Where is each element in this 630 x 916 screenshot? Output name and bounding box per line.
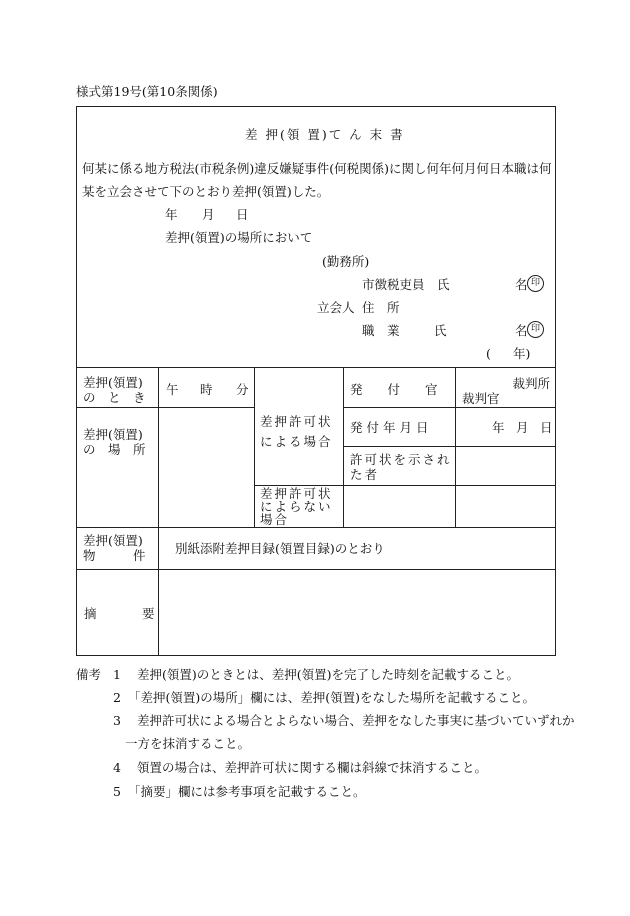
witness-address-label: 住 所	[362, 300, 400, 315]
col1-line	[158, 367, 159, 655]
table-top-line	[76, 367, 556, 368]
note-text: 「差押(領置)の場所」欄には、差押(領置)をなした場所を記載すること。	[128, 690, 536, 705]
no-warrant-label: 差押許可状 によらない 場合	[260, 486, 333, 527]
seized-goods-value: 別紙添附差押目録(領置目録)のとおり	[175, 541, 385, 556]
witness-age-open: (	[486, 346, 491, 361]
summary-label-1: 摘	[84, 606, 97, 621]
issuer-label: 発 付 官	[350, 382, 438, 397]
date-month: 月	[202, 207, 215, 222]
note-text: 差押許可状による場合とよらない場合、差押をなした事実に基づいていずれか	[137, 713, 575, 728]
issue-date-month: 月	[516, 420, 529, 435]
seal-mark-icon: 印	[527, 275, 544, 292]
date-day: 日	[236, 207, 249, 222]
note-text: 差押(領置)のときとは、差押(領置)を完了した時刻を記載すること。	[137, 667, 520, 682]
row4-divider	[76, 527, 556, 528]
seizure-place-label: 差押(領置) の 場 所	[83, 427, 146, 457]
note-text: 領置の場合は、差押許可状に関する欄は斜線で抹消すること。	[137, 760, 488, 775]
row1-divider-right	[343, 407, 556, 408]
official-name-label: 名	[515, 277, 528, 292]
document-title: 差 押(領 置)て ん 末 書	[245, 127, 405, 142]
time-minute: 分	[236, 382, 249, 397]
issue-date-day: 日	[540, 420, 553, 435]
row2-divider	[343, 446, 556, 447]
row1-divider-left	[76, 407, 158, 408]
witness-seal-icon: 印	[527, 321, 544, 338]
seizure-place-text: 差押(領置)の場所において	[165, 230, 313, 245]
seized-goods-label: 差押(領置) 物 件	[83, 533, 146, 563]
row1-divider-mid	[158, 407, 254, 408]
issuer-value: 裁判所 裁判官	[462, 376, 550, 406]
office-label: (勤務所)	[322, 254, 370, 269]
note-number: 1	[113, 667, 121, 682]
col4-line	[455, 367, 456, 527]
form-number: 様式第19号(第10条関係)	[76, 84, 218, 99]
notes-heading: 備考	[76, 667, 102, 682]
intro-line-1: 何某に係る地方税法(市税条例)違反嫌疑事件(何税関係)に関し何年何月何日本職は何	[82, 161, 552, 176]
note-text-continued: 一方を抹消すること。	[125, 736, 251, 751]
warrant-case-label: 差押許可状 による場合	[260, 414, 333, 449]
seizure-time-label: 差押(領置) の と き	[83, 375, 146, 405]
date-year: 年	[165, 207, 178, 222]
witness-label: 立会人	[317, 300, 355, 315]
official-label: 市徴税吏員 氏	[362, 277, 450, 292]
witness-age-label: 年)	[513, 346, 531, 361]
col2-line	[254, 367, 255, 527]
warrant-shown-to-label: 許可状を示され た者	[350, 452, 452, 482]
col3-line	[343, 367, 344, 527]
witness-name-prefix: 氏	[434, 323, 447, 338]
row5-divider	[76, 569, 556, 570]
note-number: 2	[113, 690, 121, 705]
summary-label-2: 要	[142, 606, 155, 621]
witness-occupation-label: 職 業	[362, 323, 400, 338]
issue-date-label: 発付年月日	[350, 420, 433, 435]
note-text: 「摘要」欄には参考事項を記載すること。	[128, 784, 366, 799]
note-number: 4	[113, 760, 121, 775]
intro-line-2: 某を立会させて下のとおり差押(領置)した。	[82, 184, 330, 199]
issue-date-year: 年	[492, 420, 505, 435]
witness-name-label: 名	[515, 323, 528, 338]
note-number: 3	[113, 713, 121, 728]
note-number: 5	[113, 784, 121, 799]
time-hour: 時	[200, 382, 213, 397]
time-am-pm: 午	[166, 382, 179, 397]
